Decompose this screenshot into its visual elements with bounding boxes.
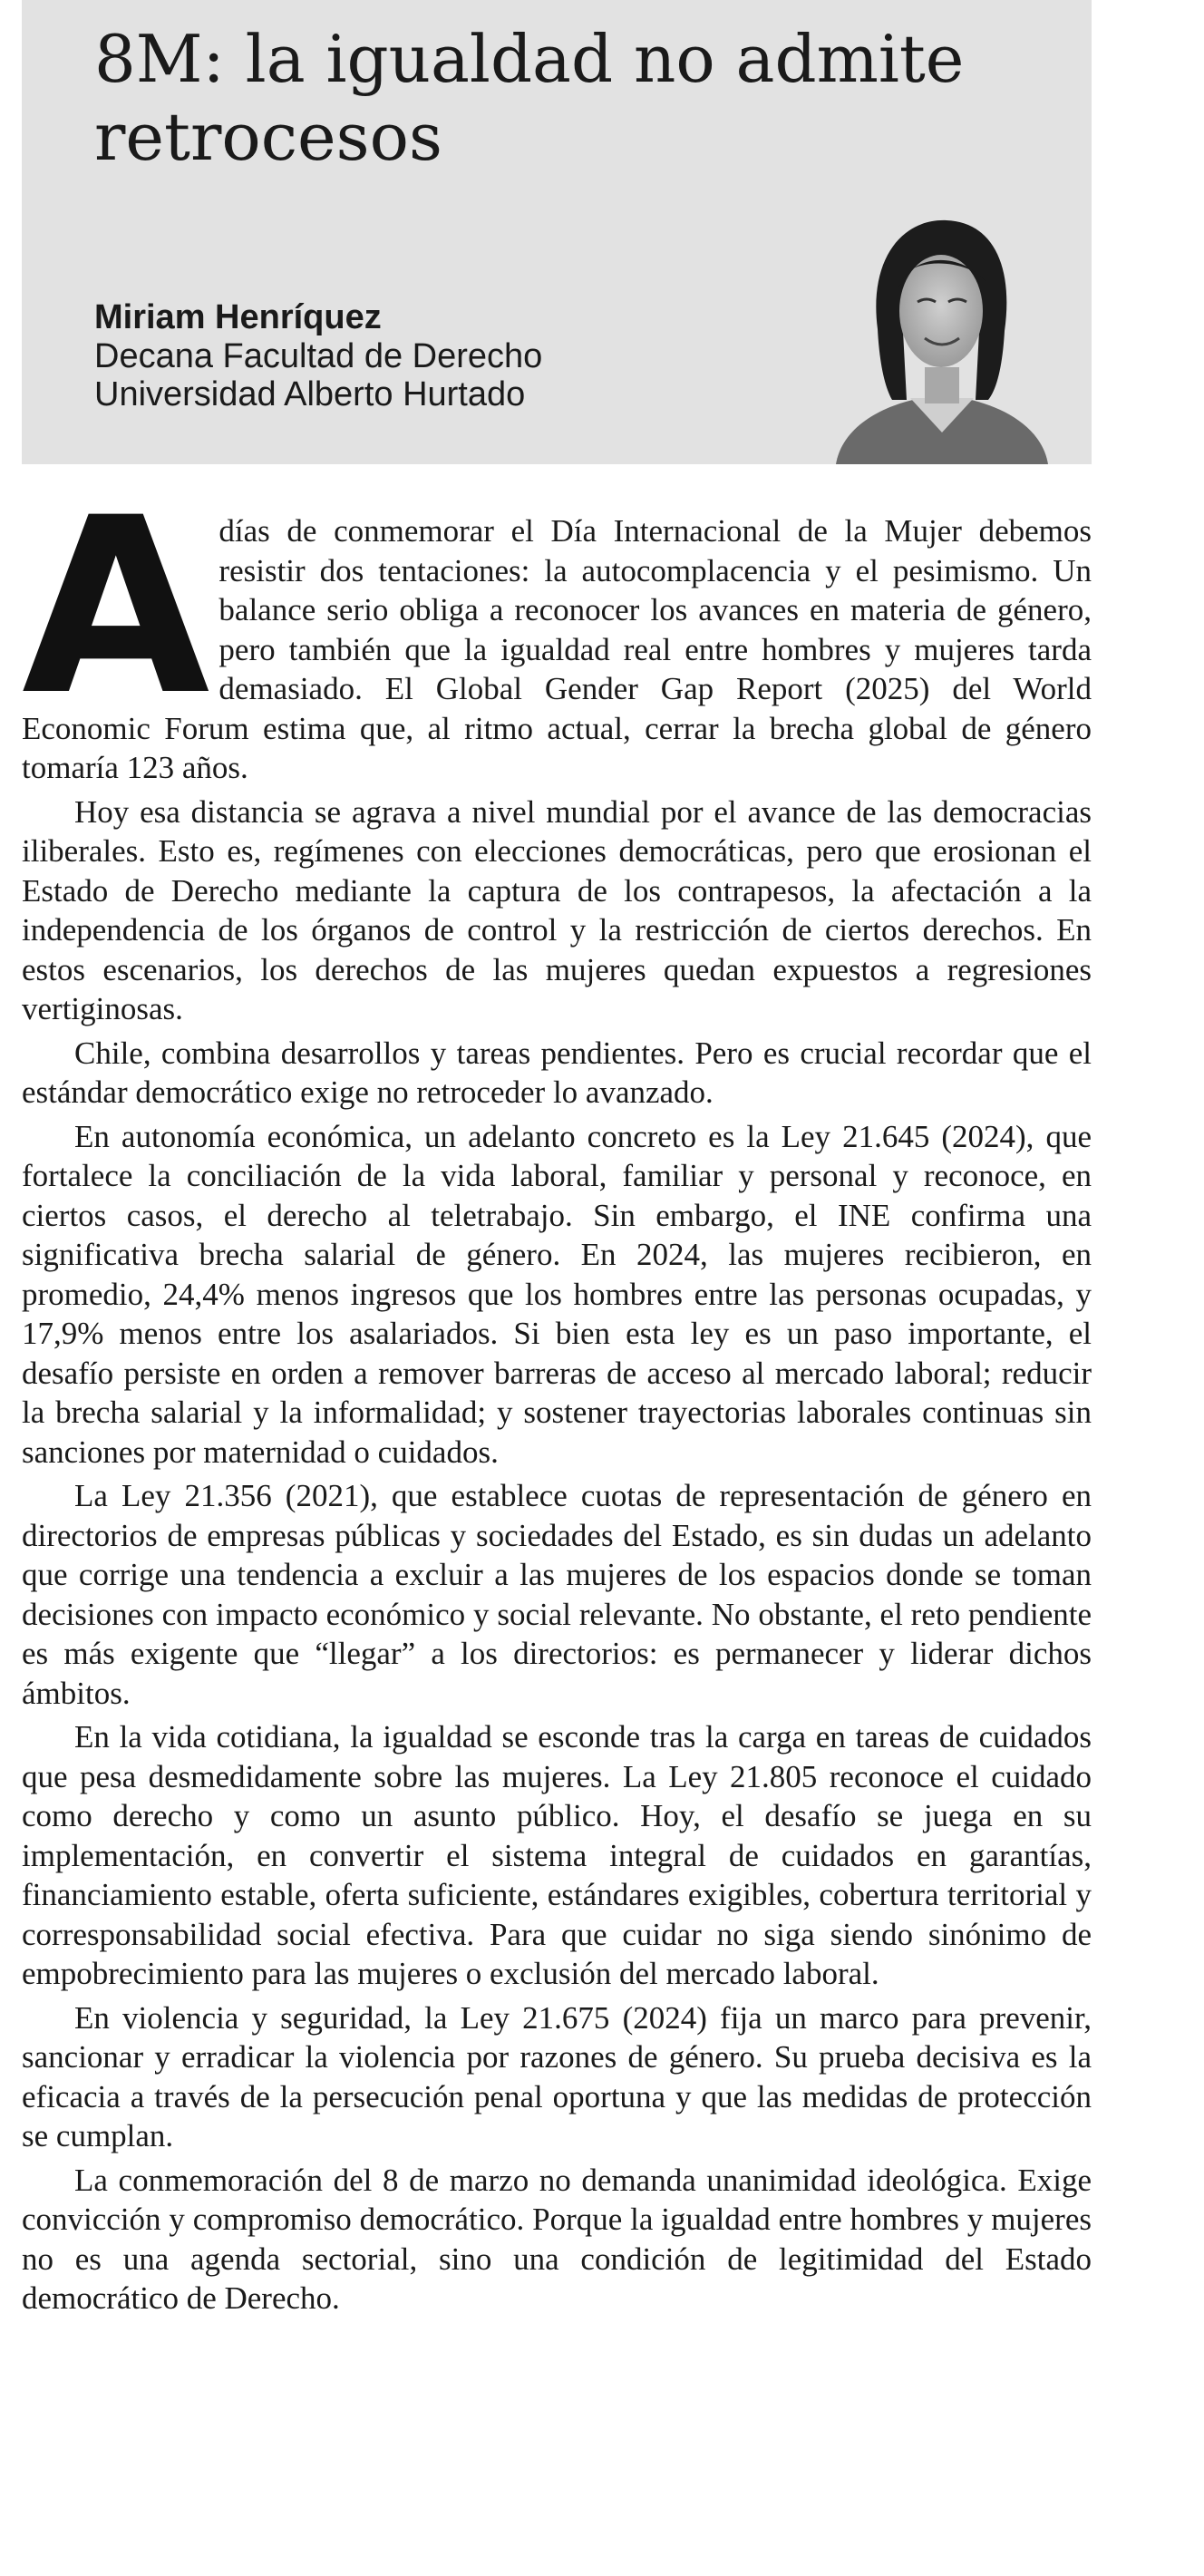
paragraph-8: La conmemoración del 8 de marzo no demanda unanimidad ideológica. Exige convicción y compromiso democrático. Porque la igualdad entre hombres y mujeres no es una agenda sectorial, sino una condición de legitimidad del Estado democrático de Derecho. bbox=[22, 2162, 1092, 2316]
paragraph-7: En violencia y seguridad, la Ley 21.675 (2024) fija un marco para prevenir, sancionar y erradicar la violencia por razones de género. Su prueba decisiva es la eficacia a través de la persecución penal oportuna y que las medidas de protección se cumplan. bbox=[22, 1999, 1092, 2153]
drop-cap: A bbox=[22, 466, 210, 749]
byline bbox=[94, 297, 542, 413]
author-name: Miriam Henríquez bbox=[94, 298, 382, 336]
paragraph-1 bbox=[22, 466, 1092, 788]
author-portrait bbox=[820, 195, 1064, 464]
column-header bbox=[22, 0, 1092, 464]
author-title-line-2: Universidad Alberto Hurtado bbox=[94, 375, 526, 413]
paragraph-3: Chile, combina desarrollos y tareas pendientes. Pero es crucial recordar que el estándar democrático exige no retroceder lo avanzado. bbox=[22, 1035, 1092, 1110]
paragraph-6: En la vida cotidiana, la igualdad se esconde tras la carga en tareas de cuidados que pesa desmedidamente sobre las mujeres. La Ley 21.805 reconoce el cuidado como derecho y como un asunto público. Hoy, el desafío se juega en su implementación, en convertir el sistema integral de cuidados en garantías, financiamiento estable, oferta suficiente, estándares exigibles, cobertura territorial y corresponsabilidad social efectiva. Para que cuidar no siga siendo sinónimo de empobrecimiento para las mujeres o exclusión del mercado laboral. bbox=[22, 1719, 1092, 1991]
paragraph-4: En autonomía económica, un adelanto concreto es la Ley 21.645 (2024), que fortalece la conciliación de la vida laboral, familiar y personal y reconoce, en ciertos casos, el derecho al teletrabajo. Sin embargo, el INE confirma una significativa brecha salarial de género. En 2024, las mujeres recibieron, en promedio, 24,4% menos ingresos que los hombres entre las personas ocupadas, y 17,9% menos entre los asalariados. Si bien esta ley es un paso importante, el desafío persiste en orden a remover barreras de acceso al mercado laboral; reducir la brecha salarial y la informalidad; y sostener trayectorias laborales continuas sin sanciones por maternidad o cuidados. bbox=[22, 1118, 1092, 1470]
paragraph-1-text: días de conmemorar el Día Internacional de la Mujer debemos resistir dos tentaciones: la autocomplacencia y el pesimismo. Un balance serio obliga a reconocer los avances en materia de género, pero también que la igualdad real entre hombres y mujeres tarda demasiado. El Global Gender Gap Report (2025) del World Economic Forum estima que, al ritmo actual, cerrar la brecha global de género tomaría 123 años. bbox=[22, 513, 1092, 785]
author-title-line-1: Decana Facultad de Derecho bbox=[94, 337, 543, 375]
paragraph-2: Hoy esa distancia se agrava a nivel mundial por el avance de las democracias iliberales. Esto es, regímenes con elecciones democráticas, pero que erosionan el Estado de Derecho mediante la captura de los contrapesos, la afectación a la independencia de los órganos de control y la restricción de ciertos derechos. En estos escenarios, los derechos de las mujeres quedan expuestos a regresiones vertiginosas. bbox=[22, 793, 1092, 1026]
paragraph-5: La Ley 21.356 (2021), que establece cuotas de representación de género en directorios de empresas públicas y sociedades del Estado, es sin dudas un adelanto que corrige una tendencia a excluir a las mujeres de los espacios donde se toman decisiones con impacto económico y social relevante. No obstante, el reto pendiente es más exigente que “llegar” a los directorios: es permanecer y liderar dichos ámbitos. bbox=[22, 1478, 1092, 1711]
article-body bbox=[22, 466, 1092, 2323]
headline: 8M: la igualdad no admite retrocesos bbox=[94, 21, 965, 175]
